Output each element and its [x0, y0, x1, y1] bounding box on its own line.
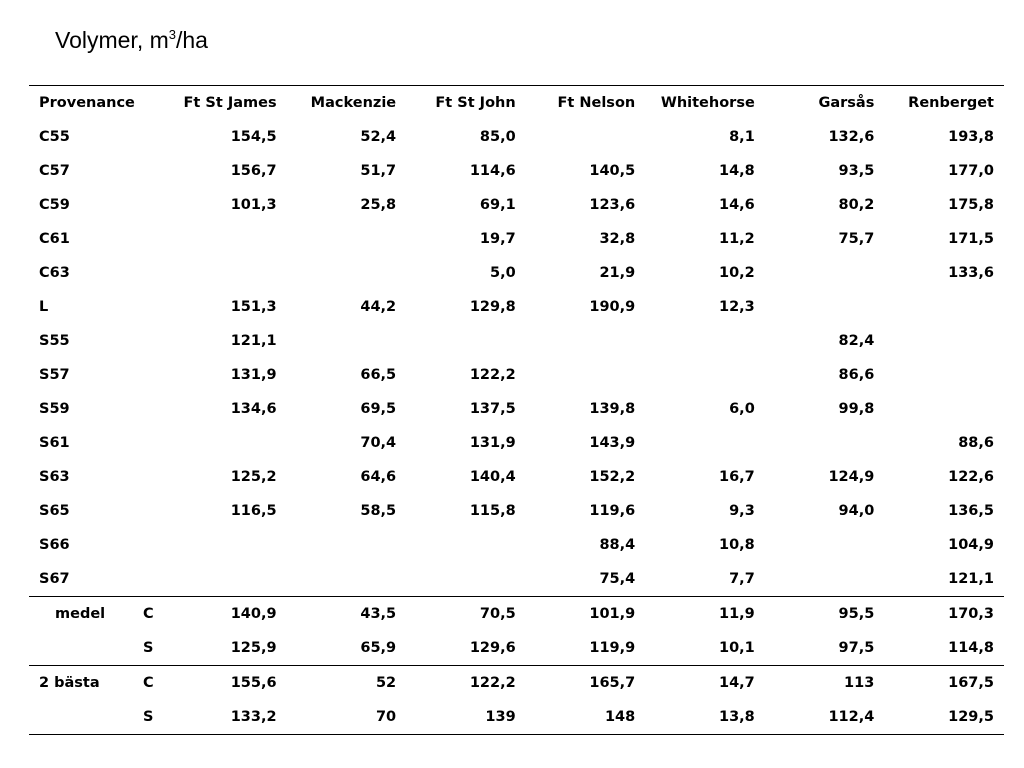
- value-cell: 94,0: [838, 503, 875, 519]
- value-cell: 99,8: [838, 401, 875, 417]
- summary-value-cell: 11,9: [719, 606, 755, 622]
- value-cell: [287, 562, 407, 597]
- summary-value-cell: 112,4: [828, 709, 875, 725]
- provenance-cell: S67: [39, 571, 70, 587]
- summary-value-cell: 95,5: [838, 606, 875, 622]
- value-cell: 137,5: [469, 401, 516, 417]
- value-cell: [406, 324, 526, 358]
- summary-value-cell: 165,7: [589, 675, 636, 691]
- value-cell: [167, 256, 287, 290]
- provenance-cell: S66: [39, 537, 70, 553]
- summary-value-cell: 119,9: [589, 640, 636, 656]
- value-cell: [884, 358, 1004, 392]
- provenance-cell: C55: [39, 129, 70, 145]
- value-cell: 131,9: [469, 435, 516, 451]
- value-cell: [765, 290, 885, 324]
- value-cell: [765, 562, 885, 597]
- title-text: Volymer, m: [55, 27, 169, 53]
- value-cell: 121,1: [230, 333, 277, 349]
- summary-value-cell: 140,9: [230, 606, 277, 622]
- summary-body: [29, 597, 1004, 735]
- value-cell: [645, 358, 765, 392]
- summary-value-cell: 52: [375, 675, 397, 691]
- value-cell: [765, 528, 885, 562]
- provenance-cell: S63: [39, 469, 70, 485]
- value-cell: [287, 324, 407, 358]
- value-cell: 151,3: [230, 299, 277, 315]
- value-cell: 119,6: [589, 503, 636, 519]
- column-header-ft-nelson: Ft Nelson: [557, 95, 636, 111]
- value-cell: 131,9: [230, 367, 277, 383]
- value-cell: 8,1: [729, 129, 755, 145]
- summary-row: [29, 700, 1004, 735]
- value-cell: 25,8: [360, 197, 397, 213]
- value-cell: 5,0: [490, 265, 516, 281]
- summary-value-cell: 167,5: [948, 675, 994, 691]
- column-header-ft-st-james: Ft St James: [183, 95, 277, 111]
- table-row: [29, 392, 1004, 426]
- column-header-garsas: Garsås: [818, 95, 875, 111]
- value-cell: 121,1: [948, 571, 994, 587]
- value-cell: [526, 324, 646, 358]
- value-cell: 58,5: [360, 503, 397, 519]
- value-cell: 69,1: [479, 197, 516, 213]
- value-cell: 16,7: [719, 469, 755, 485]
- value-cell: 14,6: [719, 197, 755, 213]
- column-header-mackenzie: Mackenzie: [310, 95, 397, 111]
- value-cell: 69,5: [360, 401, 397, 417]
- value-cell: 123,6: [589, 197, 636, 213]
- value-cell: 32,8: [599, 231, 636, 247]
- value-cell: 139,8: [589, 401, 636, 417]
- table-row: [29, 324, 1004, 358]
- table-row: [29, 120, 1004, 154]
- table-row: [29, 188, 1004, 222]
- summary-value-cell: 65,9: [360, 640, 397, 656]
- provenance-cell: S61: [39, 435, 70, 451]
- value-cell: [287, 256, 407, 290]
- summary-sub-label: C: [143, 606, 154, 622]
- value-cell: 82,4: [838, 333, 875, 349]
- summary-value-cell: 139: [485, 709, 516, 725]
- summary-value-cell: 14,7: [719, 675, 755, 691]
- value-cell: 193,8: [948, 129, 994, 145]
- value-cell: 136,5: [948, 503, 994, 519]
- value-cell: 86,6: [838, 367, 875, 383]
- summary-row: [29, 666, 1004, 701]
- provenance-cell: L: [39, 299, 49, 315]
- table-row: [29, 290, 1004, 324]
- column-header-renberget: Renberget: [908, 95, 994, 111]
- value-cell: 10,2: [719, 265, 755, 281]
- table-row: [29, 562, 1004, 597]
- value-cell: 171,5: [948, 231, 994, 247]
- table-body: [29, 120, 1004, 597]
- summary-sub-label: C: [143, 675, 154, 691]
- provenance-cell: S57: [39, 367, 70, 383]
- summary-value-cell: 114,8: [948, 640, 994, 656]
- value-cell: 140,5: [589, 163, 636, 179]
- value-cell: 88,4: [599, 537, 636, 553]
- summary-value-cell: 10,1: [719, 640, 755, 656]
- summary-value-cell: 129,6: [469, 640, 516, 656]
- value-cell: 51,7: [360, 163, 397, 179]
- value-cell: 19,7: [479, 231, 516, 247]
- provenance-cell: S59: [39, 401, 70, 417]
- summary-group-label: [29, 700, 139, 735]
- value-cell: 52,4: [360, 129, 397, 145]
- value-cell: [526, 120, 646, 154]
- value-cell: 64,6: [360, 469, 397, 485]
- summary-value-cell: 125,9: [230, 640, 277, 656]
- value-cell: 152,2: [589, 469, 636, 485]
- value-cell: 156,7: [230, 163, 277, 179]
- table-row: [29, 494, 1004, 528]
- table-row: [29, 528, 1004, 562]
- value-cell: 122,6: [948, 469, 994, 485]
- summary-value-cell: 129,5: [948, 709, 994, 725]
- value-cell: 14,8: [719, 163, 755, 179]
- table-row: [29, 256, 1004, 290]
- summary-value-cell: 13,8: [719, 709, 755, 725]
- value-cell: [765, 426, 885, 460]
- value-cell: [167, 426, 287, 460]
- summary-value-cell: 170,3: [948, 606, 994, 622]
- summary-group-label: [29, 631, 139, 666]
- summary-row: [29, 597, 1004, 632]
- value-cell: 133,6: [948, 265, 994, 281]
- value-cell: 80,2: [838, 197, 875, 213]
- summary-row: [29, 631, 1004, 666]
- value-cell: 124,9: [828, 469, 875, 485]
- value-cell: 70,4: [360, 435, 397, 451]
- value-cell: [526, 358, 646, 392]
- summary-value-cell: 133,2: [230, 709, 277, 725]
- value-cell: [287, 528, 407, 562]
- value-cell: 134,6: [230, 401, 277, 417]
- value-cell: 116,5: [230, 503, 277, 519]
- column-header-whitehorse: Whitehorse: [660, 95, 755, 111]
- value-cell: 11,2: [719, 231, 755, 247]
- value-cell: 44,2: [360, 299, 397, 315]
- value-cell: 129,8: [469, 299, 516, 315]
- value-cell: 7,7: [729, 571, 755, 587]
- summary-value-cell: 43,5: [360, 606, 397, 622]
- provenance-cell: C63: [39, 265, 70, 281]
- value-cell: 93,5: [838, 163, 875, 179]
- value-cell: [765, 256, 885, 290]
- summary-value-cell: 101,9: [589, 606, 636, 622]
- provenance-cell: C61: [39, 231, 70, 247]
- summary-value-cell: 155,6: [230, 675, 277, 691]
- value-cell: 125,2: [230, 469, 277, 485]
- page-title: [55, 27, 208, 54]
- summary-group-label: medel: [55, 606, 106, 622]
- value-cell: 6,0: [729, 401, 755, 417]
- volume-table: [29, 85, 1004, 735]
- value-cell: 101,3: [230, 197, 277, 213]
- value-cell: 9,3: [729, 503, 755, 519]
- value-cell: 143,9: [589, 435, 636, 451]
- value-cell: [406, 528, 526, 562]
- value-cell: 115,8: [469, 503, 516, 519]
- summary-sub-label: S: [143, 709, 154, 725]
- value-cell: 114,6: [469, 163, 516, 179]
- value-cell: 154,5: [230, 129, 277, 145]
- value-cell: 88,6: [958, 435, 994, 451]
- summary-value-cell: 70: [375, 709, 397, 725]
- value-cell: [167, 222, 287, 256]
- table-row: [29, 154, 1004, 188]
- value-cell: [884, 324, 1004, 358]
- value-cell: [645, 324, 765, 358]
- value-cell: [167, 528, 287, 562]
- volume-table-container: [29, 85, 1004, 735]
- value-cell: 132,6: [828, 129, 875, 145]
- value-cell: 66,5: [360, 367, 397, 383]
- summary-value-cell: 113: [844, 675, 875, 691]
- value-cell: [406, 562, 526, 597]
- summary-group-label: 2 bästa: [39, 675, 100, 691]
- provenance-cell: S55: [39, 333, 70, 349]
- value-cell: 75,4: [599, 571, 636, 587]
- value-cell: 85,0: [479, 129, 516, 145]
- value-cell: 21,9: [599, 265, 636, 281]
- value-cell: 10,8: [719, 537, 755, 553]
- table-row: [29, 426, 1004, 460]
- summary-value-cell: 70,5: [479, 606, 516, 622]
- value-cell: 104,9: [948, 537, 994, 553]
- value-cell: 140,4: [469, 469, 516, 485]
- provenance-cell: C59: [39, 197, 70, 213]
- summary-value-cell: 97,5: [838, 640, 875, 656]
- value-cell: [167, 562, 287, 597]
- column-header-provenance: Provenance: [39, 95, 135, 111]
- title-superscript: 3: [168, 27, 176, 42]
- value-cell: 12,3: [719, 299, 755, 315]
- table-row: [29, 222, 1004, 256]
- summary-sub-label: S: [143, 640, 154, 656]
- column-header-ft-st-john: Ft St John: [435, 95, 516, 111]
- value-cell: 177,0: [948, 163, 994, 179]
- value-cell: [287, 222, 407, 256]
- table-row: [29, 460, 1004, 494]
- value-cell: [645, 426, 765, 460]
- provenance-cell: C57: [39, 163, 70, 179]
- value-cell: 75,7: [838, 231, 875, 247]
- summary-value-cell: 148: [604, 709, 636, 725]
- value-cell: 175,8: [948, 197, 994, 213]
- value-cell: 190,9: [589, 299, 636, 315]
- table-row: [29, 358, 1004, 392]
- title-unit-suffix: /ha: [176, 27, 208, 53]
- value-cell: [884, 392, 1004, 426]
- value-cell: 122,2: [469, 367, 516, 383]
- summary-value-cell: 122,2: [469, 675, 516, 691]
- provenance-cell: S65: [39, 503, 70, 519]
- value-cell: [884, 290, 1004, 324]
- header-row: [29, 86, 1004, 121]
